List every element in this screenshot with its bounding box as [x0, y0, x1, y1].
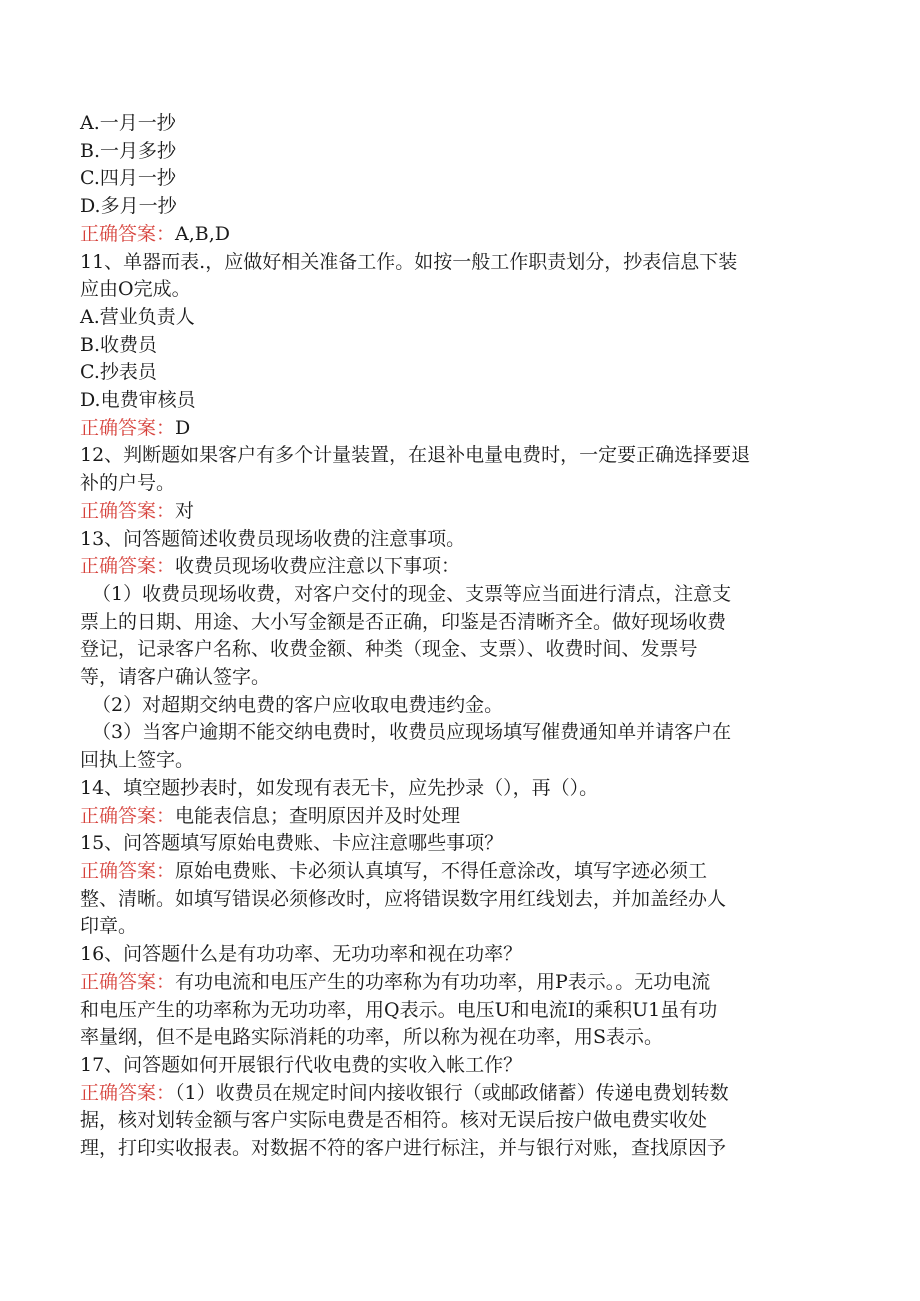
q14-question: 14、填空题抄表时，如发现有表无卡，应先抄录（），再（）。 [80, 776, 599, 799]
q11-option-a: A.营业负责人 [80, 305, 195, 328]
q13-para1-line3: 登记，记录客户名称、收费金额、种类（现金、支票）、收费时间、发票号 [80, 638, 698, 661]
q13-para1-line1: （1）收费员现场收费，对客户交付的现金、支票等应当面进行清点，注意支 [92, 582, 732, 605]
q11-option-d: D.电费审核员 [80, 389, 196, 412]
q17-answer-line1: （1）收费员在规定时间内接收银行（或邮政储蓄）传递电费划转数 [175, 1081, 729, 1104]
q15-answer-line2: 整、清晰。如填写错误必须修改时，应将错误数字用红线划去，并加盖经办人 [80, 887, 727, 910]
q10-option-d: D.多月一抄 [80, 195, 177, 218]
q11-question-line2: 应由O完成。 [80, 278, 191, 301]
q12-answer [80, 498, 840, 526]
q13-answer [80, 553, 840, 581]
q13-para2: （2）对超期交纳电费的客户应收取电费违约金。 [92, 693, 504, 716]
q10-option-b: B.一月多抄 [80, 139, 177, 162]
q11-option-c: C.抄表员 [80, 361, 157, 384]
answer-label: 正确答案： [80, 970, 176, 993]
q17-question: 17、问答题如何开展银行代收电费的实收入帐工作？ [80, 1053, 523, 1076]
q12-answer-value: 对 [175, 499, 195, 522]
document-body [80, 110, 840, 1163]
q11-question-line1: 11、单器而表.，应做好相关准备工作。如按一般工作职责划分，抄表信息下装 [80, 250, 738, 273]
q13-answer-value: 收费员现场收费应注意以下事项： [175, 555, 461, 578]
q10-option-a: A.一月一抄 [80, 112, 176, 134]
q16-answer-line2: 和电压产生的功率称为无功功率，用Q表示。电压U和电流I的乘积U1虽有功 [80, 998, 718, 1021]
q12-question-line2: 补的户号。 [80, 472, 176, 495]
q17-answer-line2: 据，核对划转金额与客户实际电费是否相符。核对无误后按户做电费实收处 [80, 1109, 708, 1132]
answer-label: 正确答案： [80, 416, 176, 439]
q10-option-c: C.四月一抄 [80, 167, 176, 190]
q14-answer [80, 803, 840, 831]
q13-para1-line2: 票上的日期、用途、大小写金额是否正确，印鉴是否清晰齐全。做好现场收费 [80, 610, 727, 633]
q13-para3-line2: 回执上签字。 [80, 749, 195, 772]
q16-answer-line3: 率量纲，但不是电路实际消耗的功率，所以称为视在功率，用S表示。 [80, 1026, 664, 1049]
q14-answer-value: 电能表信息；查明原因并及时处理 [175, 804, 461, 827]
q13-para3-line1: （3）当客户逾期不能交纳电费时，收费员应现场填写催费通知单并请客户在 [92, 721, 732, 744]
answer-label: 正确答案： [80, 222, 176, 245]
q11-option-b: B.收费员 [80, 333, 158, 356]
answer-label: 正确答案： [80, 499, 176, 522]
q16-question: 16、问答题什么是有功功率、无功功率和视在功率？ [80, 943, 523, 966]
q16-answer-line1: 有功电流和电压产生的功率称为有功功率，用P表示。。无功电流 [175, 970, 711, 993]
q10-answer-value: A,B,D [175, 222, 231, 245]
answer-label: 正确答案： [80, 1081, 176, 1104]
answer-label: 正确答案： [80, 804, 176, 827]
answer-label: 正确答案： [80, 859, 176, 882]
q15-answer-line1: 原始电费账、卡必须认真填写，不得任意涂改，填写字迹必须工 [175, 859, 708, 882]
q15-question: 15、问答题填写原始电费账、卡应注意哪些事项？ [80, 832, 504, 855]
q10-answer [80, 221, 840, 249]
q11-answer-value: D [175, 416, 191, 439]
q13-para1-line4: 等，请客户确认签字。 [80, 666, 271, 689]
answer-label: 正确答案： [80, 555, 176, 578]
q17-answer-line3: 理，打印实收报表。对数据不符的客户进行标注，并与银行对账，查找原因予 [80, 1137, 727, 1160]
q15-answer-line3: 印章。 [80, 915, 138, 938]
q15-answer [80, 858, 840, 886]
q17-answer [80, 1080, 840, 1108]
q12-question-line1: 12、判断题如果客户有多个计量装置，在退补电量电费时，一定要正确选择要退 [80, 444, 751, 467]
q11-answer [80, 415, 840, 443]
q13-question: 13、问答题简述收费员现场收费的注意事项。 [80, 527, 466, 550]
q16-answer [80, 969, 840, 997]
